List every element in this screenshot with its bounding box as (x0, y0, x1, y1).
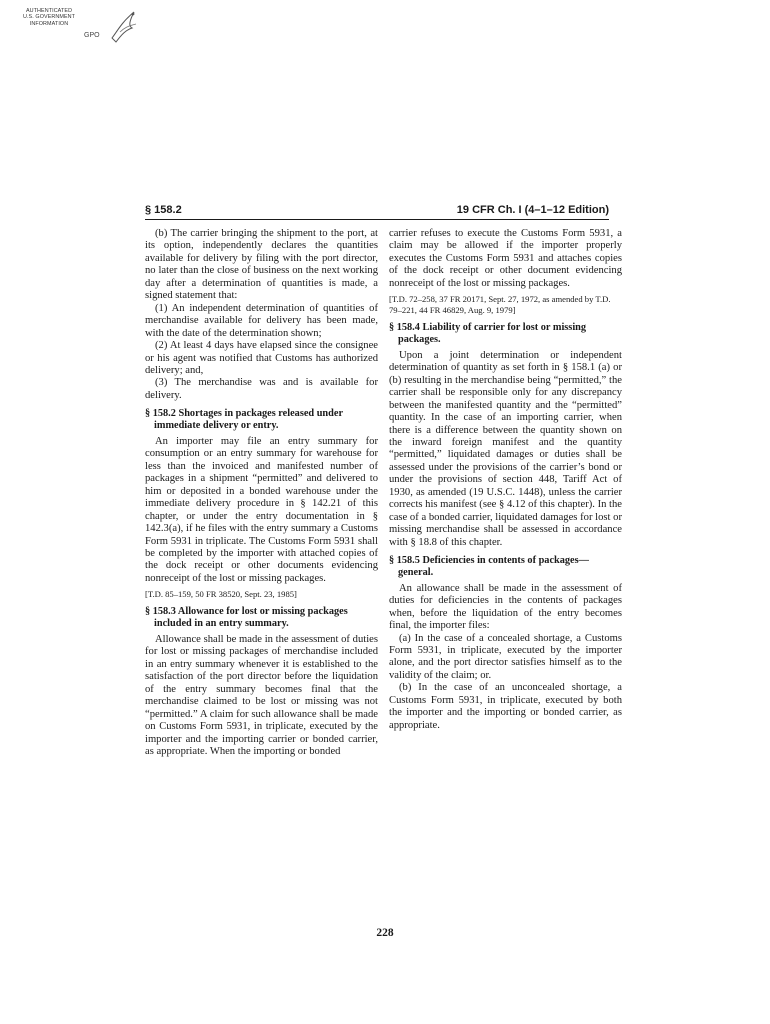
stamp-gpo: GPO (84, 32, 100, 39)
header-section: § 158.2 (145, 204, 182, 216)
section-158-5-heading: § 158.5 Deficiencies in contents of packages—general. (389, 555, 589, 578)
section-158-5-body: An allowance shall be made in the assessment of duties for deficiencies in the contents of packages when, before the liquidation of the entry becomes final, the importer files: (389, 582, 622, 632)
section-158-4-heading: § 158.4 Liability of carrier for lost or missing packages. (389, 322, 587, 346)
section-158-4-body: Upon a joint determination or independent determination of quantity as set forth in § 158.1 (a) or (b) resulting in the merchandise being “permitted,” the carrier shall be responsible only for any discrepancy between the manifested quantity and the “permitted” quantity. In the case of an importing carrier, when there is a difference between the quantity shown on the inward foreign manifest and the quantity “permitted,” liquidated damages or duties shall be assessed under the provisions of the carrier’s bond or under the provisions of section 448, Tariff Act of 1930, as amended (19 U.S.C. 1448), unless the carrier corrects his manifest (see § 4.12 of this chapter). In the case of a bonded carrier, liquidated damages for lost or missing merchandise shall be assessed in accordance with § 18.8 of this chapter. (389, 349, 622, 548)
section-158-2-citation: [T.D. 85–159, 50 FR 38520, Sept. 23, 1985] (145, 589, 297, 600)
paragraph-b: (b) The carrier bringing the shipment to the port, at its option, independently declares the quantities available for delivery by filing with the port director, no later than the close of business on the next working day after a determination of quantities is made, a signed statement that: (145, 228, 378, 302)
page-header (145, 202, 609, 220)
section-158-5-b: (b) In the case of an unconcealed shortage, a Customs Form 5931, in triplicate, executed by both the importer and the importing or bonded carrier, as appropriate. (389, 682, 622, 731)
section-158-3-citation: [T.D. 72–258, 37 FR 20171, Sept. 27, 1972, as amended by T.D. 79–221, 44 FR 46829, Aug. 9, 1979] (389, 294, 611, 316)
header-rule (145, 219, 609, 220)
page-number: 228 (376, 927, 394, 939)
section-158-3-heading: § 158.3 Allowance for lost or missing packages included in an entry summary. (145, 606, 348, 630)
paragraph-2: (2) At least 4 days have elapsed since the consignee or his agent was notified that Customs has authorized delivery; and, (145, 340, 378, 376)
authentication-stamp (22, 8, 142, 48)
stamp-text (22, 8, 76, 27)
stamp-line-2: U.S. GOVERNMENT (22, 14, 76, 21)
right-column (389, 228, 622, 732)
stamp-line-1: AUTHENTICATED (25, 8, 73, 14)
paragraph-1: (1) An independent determination of quantities of merchandise available for delivery has been made, with the date of the determination shown; (145, 302, 378, 339)
stamp-line-3: INFORMATION (29, 20, 69, 27)
section-158-3-continued: carrier refuses to execute the Customs Form 5931, a claim may be allowed if the importer properly executes the Customs Form 5931 and attaches copies of the dock receipt or other document evidencing nonreceipt of the lost or missing packages. (389, 228, 622, 289)
section-158-3-body: Allowance shall be made in the assessment of duties for lost or missing packages of merchandise included in an entry summary whenever it is established to the satisfaction of the port director before the liquidation of the entry summary becomes final that the merchandise claimed to be lost or missing was not “permitted.” A claim for such allowance shall be made on Customs Form 5931, in triplicate, executed by the importer and the importing carrier or bonded carrier, as appropriate. When the importing or bonded (145, 633, 378, 758)
header-edition: 19 CFR Ch. I (4–1–12 Edition) (456, 204, 609, 216)
paragraph-3: (3) The merchandise was and is available for delivery. (145, 377, 378, 401)
left-column (145, 228, 378, 759)
section-158-5-a: (a) In the case of a concealed shortage, a Customs Form 5931, in triplicate, executed by the importer alone, and the port director satisfies himself as to the validity of the claim; or. (389, 632, 622, 681)
eagle-icon (108, 8, 142, 46)
section-158-2-heading: § 158.2 Shortages in packages released under immediate delivery or entry. (145, 408, 343, 432)
section-158-2-body: An importer may file an entry summary for consumption or an entry summary for warehouse for less than the invoiced and manifested number of packages in a shipment “permitted” and delivered to him or deposited in a bonded warehouse under the immediate delivery procedure in § 142.21 of this chapter, or under the entry documentation in § 142.3(a), if he files with the entry summary a Customs Form 5931 in triplicate. The Customs Form 5931 shall be completed by the importer with attached copies of the dock receipt or other documents evidencing nonreceipt of the lost or missing packages. (145, 435, 378, 584)
